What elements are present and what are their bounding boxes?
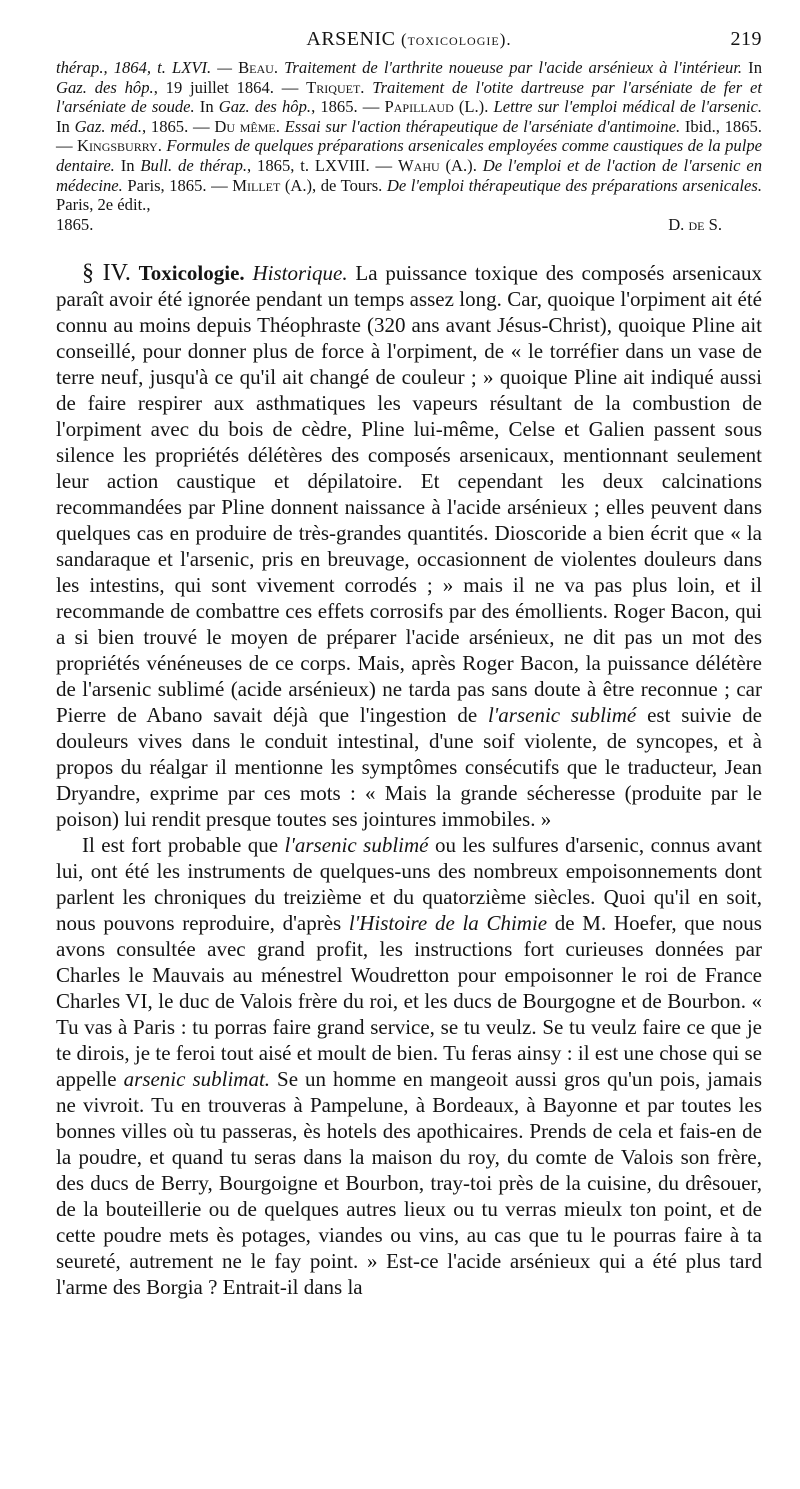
biblio-text: (L.). <box>453 97 494 117</box>
biblio-text: , 1865. — <box>311 97 385 117</box>
biblio-author: Papillaud <box>384 97 454 117</box>
running-header <box>56 28 762 58</box>
biblio-title: Traitement de l'arthrite noueuse par l'acide arsénieux à l'intérieur. <box>284 58 743 77</box>
biblio-author: Kingsburry <box>77 136 158 156</box>
biblio-title: Essai sur l'action thérapeutique de l'arséniate d'antimoine. <box>284 116 681 136</box>
biblio-text: Paris, 1865. — <box>122 175 233 195</box>
biblio-text: In <box>56 116 75 136</box>
emphasis-text: l'arsenic sublimé <box>284 833 429 858</box>
emphasis-text: l'Histoire de la Chimie <box>348 911 548 936</box>
biblio-text: In <box>742 58 763 77</box>
biblio-last-line <box>56 215 762 235</box>
paragraph-text: Se un homme en mangeoit aussi gros qu'un pois, jamais ne vivroit. Tu en trouveras à Pampelune, à Bordeaux, à Bayonne et par toutes les bonnes villes où tu passeras, ès hotels des apothicaires. Prends de cela et fais-en de la poudre, et quand tu seras dans la maison du roy, du comte de Valois son frère, des ducs de Berry, Bourgoigne et Bourbon, tray-toi près de la cuisine, du drêsouer, de la bouteillerie ou de quelques autres lieux ou tu verras mieulx ton point, et de cette poudre mets ès potages, viandes ou vins, au cas que tu le pourras faire à ta seureté, autrement ne le fay point. » Est-ce l'acide arsénieux qui a été plus tard l'arme des Borgia ? Entrait-il dans la <box>56 1067 763 1300</box>
section-heading: Historique. <box>252 261 348 286</box>
biblio-text: (A.). <box>439 155 483 175</box>
paragraph <box>56 260 762 832</box>
toxicology-section <box>56 260 762 1300</box>
biblio-journal: thérap., 1864, t. LXVI. — <box>56 58 239 77</box>
biblio-text: . <box>273 58 285 77</box>
biblio-author: Wahu <box>398 155 440 175</box>
section-number: § IV. <box>82 260 131 287</box>
biblio-title: Lettre sur l'emploi médical de l'arsenic. <box>493 97 762 117</box>
biblio-text: . <box>275 116 285 136</box>
biblio-journal: Gaz. des hôp. <box>218 97 312 117</box>
biblio-text: . <box>360 77 373 97</box>
biblio-title: De l'emploi thérapeutique des préparations arsenicales. <box>386 175 762 195</box>
biblio-text: Paris, 2e édit., <box>56 195 151 215</box>
biblio-journal: Bull. de thérap. <box>140 155 248 175</box>
biblio-text: . <box>157 136 167 156</box>
paragraph-text: La puissance toxique des composés arsenicaux paraît avoir été ignorée pendant un temps assez long. Car, quoique l'orpiment ait été connu au moins depuis Théophraste (320 ans avant Jésus-Christ), quoique Pline ait conseillé, pour donner plus de force à l'orpiment, de « le torréfier dans un vase de terre neuf, jusqu'à ce qu'il ait changé de couleur ; » quoique Pline ait indiqué aussi de faire respirer aux asthmatiques les vapeurs résultant de la combustion de l'orpiment avec du bois de cèdre, Pline lui-même, Celse et Galien passent sous silence les propriétés délétères des composés arsenicaux, mentionnant seulement leur action caustique et dépilatoire. Et cependant les deux calcinations recommandées par Pline donnent naissance à l'acide arsénieux ; elles peuvent dans quelques cas en produire de très-grandes quantités. Dioscoride a bien écrit que « la sandaraque et l'arsenic, pris en breuvage, occasionnent de violentes douleurs dans les intestins, qui sont vivement corrodés ; » mais il ne va pas plus loin, et il recommande de combattre ces effets corrosifs par des émollients. Roger Bacon, qui a si bien trouvé le moyen de préparer l'acide arsénieux, ne dit pas un mot des propriétés vénéneuses de ce corps. Mais, après Roger Bacon, la puissance délétère de l'arsenic sublimé (acide arsénieux) ne tarda pas sans doute à être reconnue ; car Pierre de Abano savait déjà que l'ingestion de <box>56 261 763 728</box>
biblio-year: 1865. <box>56 214 94 234</box>
biblio-title: Traitement de l'otite dartreuse par l'arséniate de fer et l'arséniate de soude. <box>56 77 763 117</box>
biblio-text: , 19 juillet 1864. — <box>153 77 307 97</box>
biblio-author: Triquet <box>306 77 361 97</box>
biblio-text: In <box>194 97 219 117</box>
biblio-title: De l'emploi et de l'action de l'arsenic en médecine. <box>56 155 762 195</box>
biblio-journal: Gaz. des hôp. <box>56 77 154 97</box>
bibliography-block <box>56 58 762 234</box>
paragraph-text: ou les sulfures d'arsenic, connus avant lui, ont été les instruments de quelques-uns des nombreux empoisonnements dont parlent les chroniques du treizième et du quatorzième siècles. Quoi qu'il en soit, nous pouvons reproduire, d'après <box>56 833 762 936</box>
biblio-text: Ibid., 1865. — <box>56 116 762 156</box>
paragraph <box>56 832 762 1300</box>
biblio-author: Du même <box>214 116 276 136</box>
paragraph-text: Il est fort probable que <box>82 833 285 858</box>
biblio-author: Beau <box>238 58 274 77</box>
biblio-title: Formules de quelques préparations arsenicales employées comme caustiques de la pulpe dentaire. <box>56 136 762 175</box>
biblio-author: Millet <box>232 175 281 195</box>
section-label: Toxicologie. <box>138 261 245 286</box>
emphasis-text: arsenic sublimat. <box>123 1067 271 1092</box>
paragraph-text: est suivie de douleurs vives dans le conduit intestinal, d'une soif violente, de syncopes, et à propos du réalgar il mentionne les symptômes consécutifs que le traducteur, Jean Dryandre, exprime par ces mots : « Mais la grande sécheresse (produite par le poison) lui rendit presque toutes ses jointures immobiles. » <box>56 703 762 832</box>
biblio-text: (A.), de Tours. <box>280 175 387 195</box>
author-signature: D. de S. <box>668 214 722 234</box>
page-number: 219 <box>730 28 762 50</box>
biblio-text: , 1865. — <box>142 116 215 136</box>
biblio-text: In <box>114 155 141 175</box>
header-subtitle: (toxicologie). <box>400 30 512 49</box>
paragraph-text: de M. Hoefer, que nous avons consultée avec grand profit, les instructions fort curieuses données par Charles le Mauvais au ménestrel Woudretton pour empoisonner le roi de France Charles VI, le duc de Valois frère du roi, et les ducs de Bourgogne et de Bourbon. « Tu vas à Paris : tu porras faire grand service, se tu veulz. Se tu veulz faire ce que je te dirois, je te feroi tout aisé et moult de bien. Tu feras ainsy : il est une chose qui se appelle <box>56 911 762 1092</box>
biblio-text: , 1865, t. LXVIII. — <box>247 155 398 175</box>
biblio-journal: Gaz. méd. <box>74 116 143 136</box>
emphasis-text: l'arsenic sublimé <box>487 703 637 728</box>
header-title: ARSENIC <box>306 28 396 50</box>
